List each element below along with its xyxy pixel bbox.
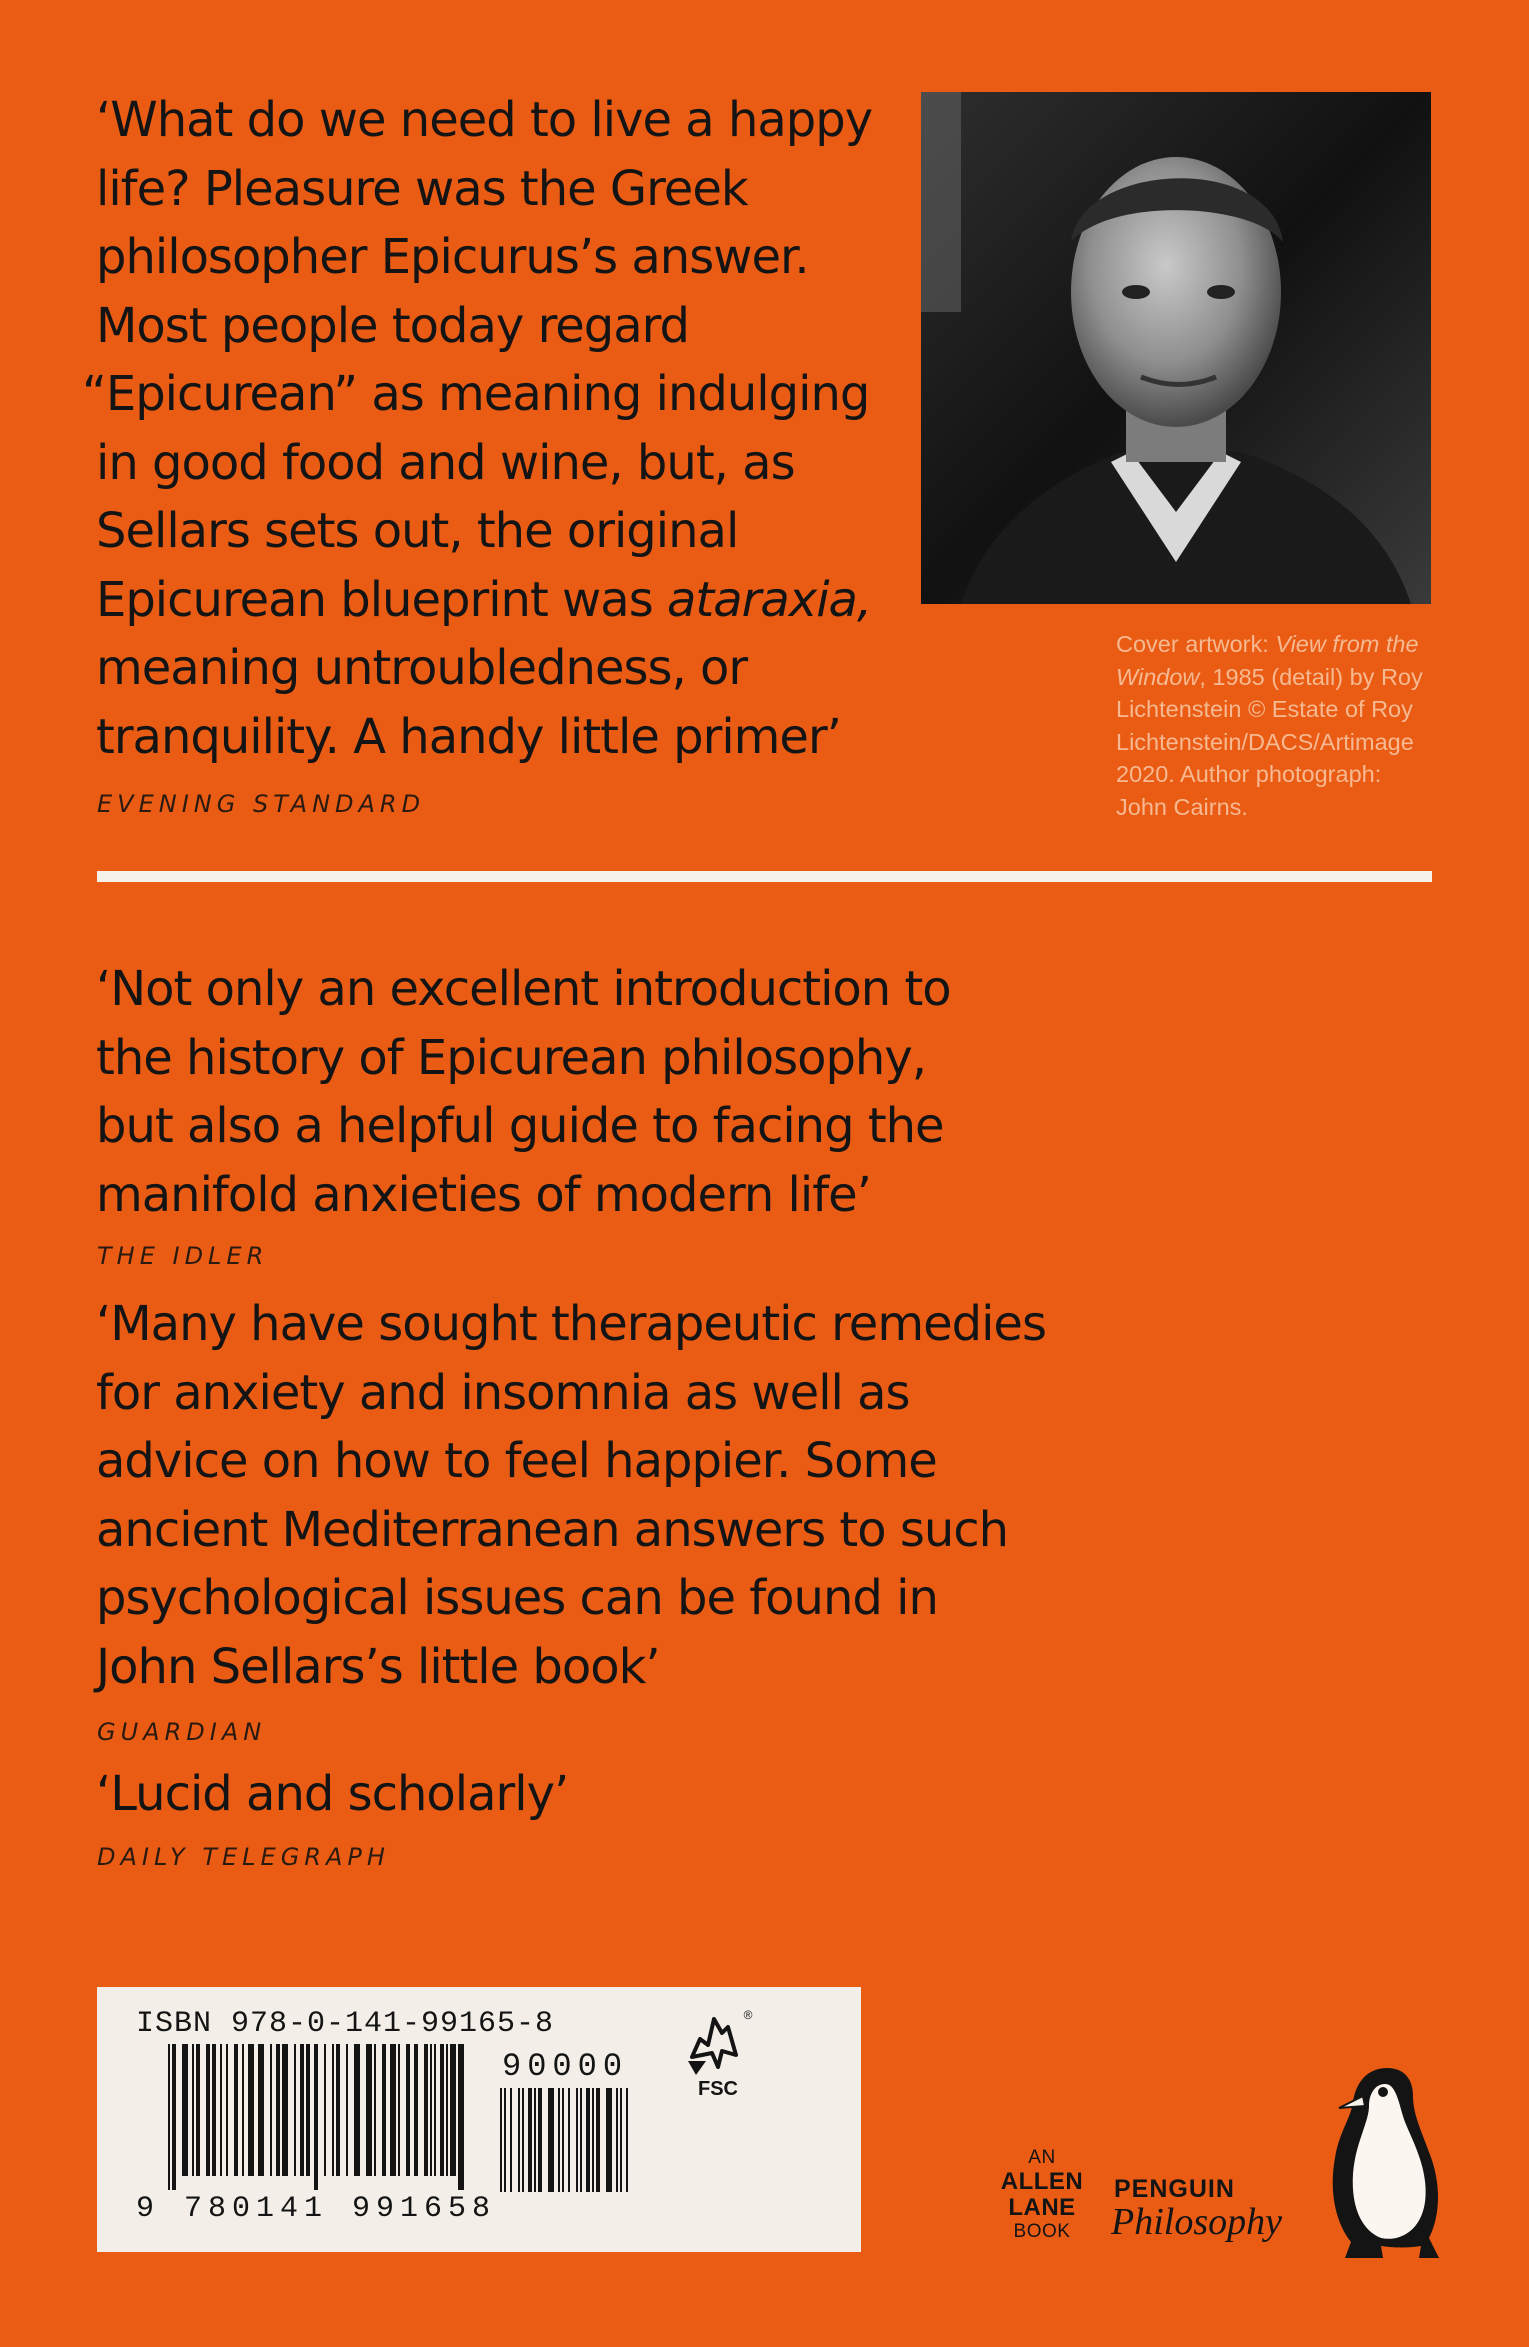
quote-the-idler [96,955,951,1229]
quote-emphasis: ataraxia, [666,571,872,628]
barcode-bar [504,2088,506,2192]
quote-source: THE IDLER [97,1242,269,1270]
barcode-bar [538,2088,542,2192]
barcode-bar [226,2044,228,2176]
barcode-bar [182,2044,188,2176]
barcode-bar [500,2088,502,2192]
credit-text: Lichtenstein © Estate of Roy [1116,696,1413,722]
barcode-bar [366,2044,372,2176]
barcode-bar [562,2088,564,2192]
credit-text: John Cairns. [1116,793,1248,820]
credit-text: , 1985 (detail) by Roy [1199,663,1423,690]
barcode-bar [440,2044,444,2176]
barcode-bar [596,2088,600,2192]
barcode-bar [592,2088,594,2192]
barcode-bar [382,2044,386,2176]
barcode-bar [276,2044,280,2176]
quote-daily-telegraph [96,1760,568,1829]
barcode-bar [548,2088,554,2192]
author-portrait-icon [921,92,1431,604]
quote-evening-standard [82,86,873,771]
barcode-bar [234,2044,238,2176]
barcode-bar [586,2088,590,2192]
barcode-number: 9 780141 991658 [136,2192,497,2226]
barcode-bar [258,2044,264,2176]
barcode-bar [346,2044,348,2176]
quote-line: Sellars sets out, the original [96,503,739,559]
author-photo [921,92,1431,604]
barcode-bar [390,2044,396,2176]
quote-line: but also a helpful guide to facing the [96,1098,944,1154]
barcode-bar [620,2088,622,2192]
quote-line: tranquility. A handy little primer’ [96,708,841,765]
cover-credits [1116,628,1456,823]
isbn-label: ISBN 978-0-141-99165-8 [136,2007,555,2041]
barcode-bar [424,2044,428,2176]
barcode-bar [406,2044,410,2176]
barcode-bar [450,2044,456,2176]
quote-line: in good food and wine, but, as [96,434,795,491]
fsc-label: FSC [698,2078,738,2100]
barcode-bar [522,2088,524,2192]
quote-source: DAILY TELEGRAPH [97,1843,390,1871]
imprint-book: BOOK [1013,2221,1071,2242]
quote-line: psychological issues can be found in [96,1570,938,1626]
barcode-bar [168,2044,170,2190]
barcode-bar [458,2044,464,2190]
quote-text: Epicurean blueprint was [96,571,667,628]
barcode-bar [354,2044,360,2176]
imprint-lane: LANE [1008,2194,1076,2221]
credit-text: Cover artwork: [1116,631,1276,657]
quote-source: EVENING STANDARD [97,790,426,818]
imprint-an: AN [1028,2147,1056,2168]
quote-source: GUARDIAN [97,1718,267,1746]
barcode-bar [332,2044,334,2176]
quote-line: ‘What do we need to live a happy [96,92,873,148]
series-name: PENGUIN [1114,2175,1235,2203]
quote-line: John Sellars’s little book’ [96,1638,660,1695]
quote-line: ancient Mediterranean answers to such [96,1501,1009,1558]
quote-line: for anxiety and insomnia as well as [96,1364,910,1421]
quote-line: advice on how to feel happier. Some [96,1433,937,1489]
artwork-title: View from the [1275,631,1419,657]
barcode-bar [282,2044,288,2176]
quote-line: ‘Lucid and scholarly’ [96,1766,569,1822]
barcode-bar [374,2044,376,2176]
quote-line: Most people today regard [96,297,690,354]
divider-rule [97,871,1432,882]
barcode-bar [568,2088,570,2192]
barcode-bar [518,2088,520,2192]
barcode-bar [300,2044,304,2176]
fsc-registered: ® [743,2008,753,2022]
quote-line: ‘Many have sought therapeutic remedies [96,1296,1046,1352]
quote-line: life? Pleasure was the Greek [96,160,748,217]
barcode-bar [306,2044,310,2176]
barcode-bar [324,2044,326,2176]
quote-line: philosopher Epicurus’s answer. [96,229,809,285]
credit-text: 2020. Author photograph: [1116,761,1382,787]
quote-line-with-emphasis [96,566,872,635]
barcode-bar [294,2044,296,2176]
price-code: 90000 [502,2048,629,2085]
barcode-bar [196,2044,200,2176]
artwork-title: Window [1116,663,1200,690]
barcode-bar [626,2088,628,2192]
barcode-bar [580,2088,582,2192]
barcode-bar [270,2044,272,2176]
barcode-bar [576,2088,578,2192]
barcode-bar [172,2044,176,2190]
series-subtitle: Philosophy [1111,2201,1282,2243]
fsc-logo-icon [678,2005,758,2105]
barcode-bar [510,2088,512,2192]
barcode-bar [212,2044,216,2176]
quote-line: manifold anxieties of modern life’ [96,1166,871,1223]
barcode-bar [206,2044,210,2176]
quote-line: ‘Not only an excellent introduction to [96,961,951,1017]
barcode-bar [534,2088,536,2192]
barcode-bar [414,2044,418,2176]
barcode-bar [446,2044,448,2176]
credit-text: Lichtenstein/DACS/Artimage [1116,728,1414,755]
barcode-bar [528,2088,532,2192]
imprint-logo [990,2147,1094,2243]
barcode-bar [616,2088,618,2192]
quote-guardian [96,1290,1046,1701]
barcode-bar [336,2044,340,2176]
quote-line: meaning untroubledness, or [96,640,748,696]
barcode-icon [168,2044,464,2192]
barcode-bar [192,2044,194,2176]
barcode-bar [434,2044,436,2176]
barcode-bar [248,2044,254,2176]
imprint-allen: ALLEN [1000,2168,1084,2195]
barcode-bar [398,2044,400,2176]
barcode-addon-icon [500,2088,638,2192]
quote-line: “Epicurean” as meaning indulging [82,366,870,422]
barcode-bar [314,2044,318,2190]
barcode-bar [220,2044,222,2176]
barcode-bar [242,2044,244,2176]
barcode-bar [430,2044,432,2176]
penguin-logo-icon [1325,2062,1445,2266]
barcode-bar [558,2088,560,2192]
barcode-bar [606,2088,612,2192]
quote-line: the history of Epicurean philosophy, [96,1029,927,1086]
